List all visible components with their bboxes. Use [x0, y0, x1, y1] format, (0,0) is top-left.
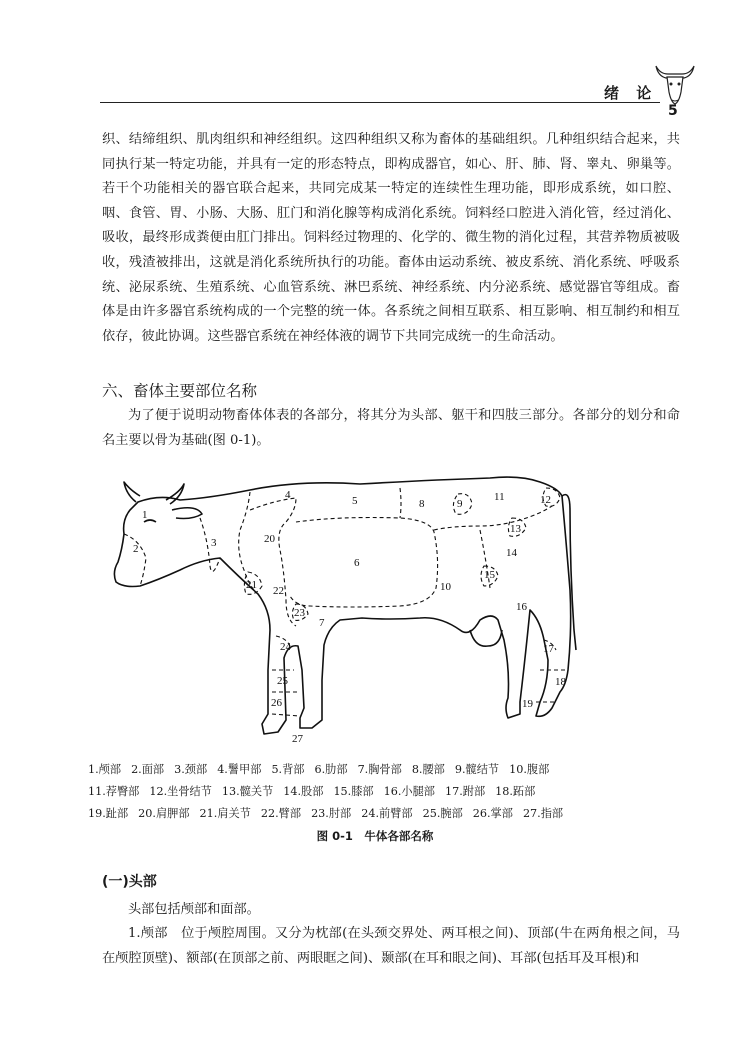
region-label: 8: [419, 498, 425, 510]
legend-item: 19.趾部: [88, 807, 129, 820]
bull-head-icon: [652, 60, 698, 106]
header-rule: [100, 102, 660, 103]
region-label: 16: [516, 601, 527, 613]
region-label: 6: [354, 557, 360, 569]
region-label: 27: [292, 733, 303, 745]
legend-item: 2.面部: [131, 763, 165, 776]
legend-item: 12.坐骨结节: [149, 785, 212, 798]
legend-item: 22.臂部: [260, 807, 302, 820]
region-label: 24: [280, 641, 291, 653]
legend-item: 7.胸骨部: [357, 763, 402, 776]
region-label: 1: [142, 509, 148, 521]
legend-item: 25.腕部: [422, 807, 463, 820]
legend-item: 23.肘部: [311, 807, 352, 820]
legend-item: 20.肩胛部: [138, 807, 190, 820]
region-label: 14: [506, 547, 517, 559]
region-label: 3: [211, 537, 217, 549]
legend-item: 18.跖部: [495, 785, 536, 798]
legend-item: 14.股部: [283, 785, 324, 798]
region-label: 17: [543, 643, 554, 655]
legend-row: [88, 758, 648, 780]
legend-item: 6.肋部: [314, 763, 348, 776]
subsection-paragraph-2: 1.颅部 位于颅腔周围。又分为枕部(在头颈交界处、两耳根之间)、顶部(牛在两角根之间，马在颅腔顶壁)、额部(在顶部之前、两眼眶之间)、颞部(在耳和眼之间)、耳部(包括耳及耳根)和: [102, 926, 680, 966]
subsection-title: (一)头部: [102, 874, 157, 890]
legend-item: 16.小腿部: [383, 785, 435, 798]
legend-item: 27.指部: [522, 807, 564, 820]
legend-item: 15.膝部: [333, 785, 374, 798]
region-label: 19: [522, 698, 533, 710]
region-label: 10: [440, 581, 451, 593]
intro-paragraph: 织、结缔组织、肌肉组织和神经组织。这四种组织又称为畜体的基础组织。几种组织结合起来，共同执行某一特定功能，并具有一定的形态特点，即构成器官，如心、肝、肺、肾、睾丸、卵巢等。若干个功能相关的器官联合起来，共同完成某一特定的连续性生理功能，即形成系统，如口腔、咽、食管、胃、小肠、大肠、肛门和消化腺等构成消化系统。饲料经口腔进入消化管，经过消化、吸收，最终形成粪便由肛门排出。饲料经过物理的、化学的、微生物的消化过程，其营养物质被吸收，残渣被排出，这就是消化系统所执行的功能。畜体由运动系统、被皮系统、消化系统、呼吸系统、泌尿系统、生殖系统、心血管系统、淋巴系统、神经系统、内分泌系统、感觉器官等组成。畜体是由许多器官系统构成的一个完整的统一体。各系统之间相互联系、相互影响、相互制约和相互依存，彼此协调。这些器官系统在神经体液的调节下共同完成统一的生命活动。: [102, 132, 680, 344]
region-label: 13: [510, 523, 521, 535]
legend-item: 3.颈部: [174, 763, 208, 776]
legend-item: 1.颅部: [88, 763, 122, 776]
region-label: 18: [555, 676, 566, 688]
legend-item: 17.跗部: [444, 785, 486, 798]
legend-item: 21.肩关节: [199, 807, 251, 820]
legend-item: 24.前臂部: [361, 807, 413, 820]
region-label: 7: [319, 617, 325, 629]
region-label: 25: [277, 675, 288, 687]
section-title: 六、畜体主要部位名称: [102, 382, 258, 400]
region-label: 11: [494, 491, 505, 503]
legend-item: 9.髋结节: [454, 763, 500, 776]
legend-item: 8.腰部: [411, 763, 445, 776]
legend-row: [88, 780, 648, 802]
region-label: 22: [273, 585, 284, 597]
legend-item: 26.掌部: [472, 807, 513, 820]
legend-item: 11.荐臀部: [88, 785, 140, 798]
region-label: 21: [246, 579, 257, 591]
region-label: 15: [484, 569, 495, 581]
region-label: 23: [294, 607, 305, 619]
region-label: 12: [540, 494, 551, 506]
chapter-title: 绪 论: [604, 84, 658, 102]
legend-item: 10.腹部: [509, 763, 550, 776]
region-label: 20: [264, 533, 275, 545]
figure-legend: [88, 758, 648, 824]
legend-item: 5.背部: [271, 763, 305, 776]
region-label: 26: [271, 697, 282, 709]
region-label: 5: [352, 495, 358, 507]
figure-caption: 图 0-1 牛体各部名称: [316, 829, 434, 843]
region-label: 4: [285, 489, 291, 501]
page-number: 5: [668, 103, 678, 119]
legend-item: 4.鬐甲部: [217, 763, 262, 776]
section-paragraph: 为了便于说明动物畜体体表的各部分，将其分为头部、躯干和四肢三部分。各部分的划分和命名主要以骨为基础(图 0-1)。: [102, 408, 680, 448]
legend-row: [88, 802, 648, 824]
cow-body-regions-figure: [100, 470, 590, 750]
region-label: 9: [457, 498, 463, 510]
subsection-paragraph-1: 头部包括颅部和面部。: [128, 902, 260, 917]
legend-item: 13.髋关节: [221, 785, 274, 798]
region-label: 2: [133, 543, 139, 555]
